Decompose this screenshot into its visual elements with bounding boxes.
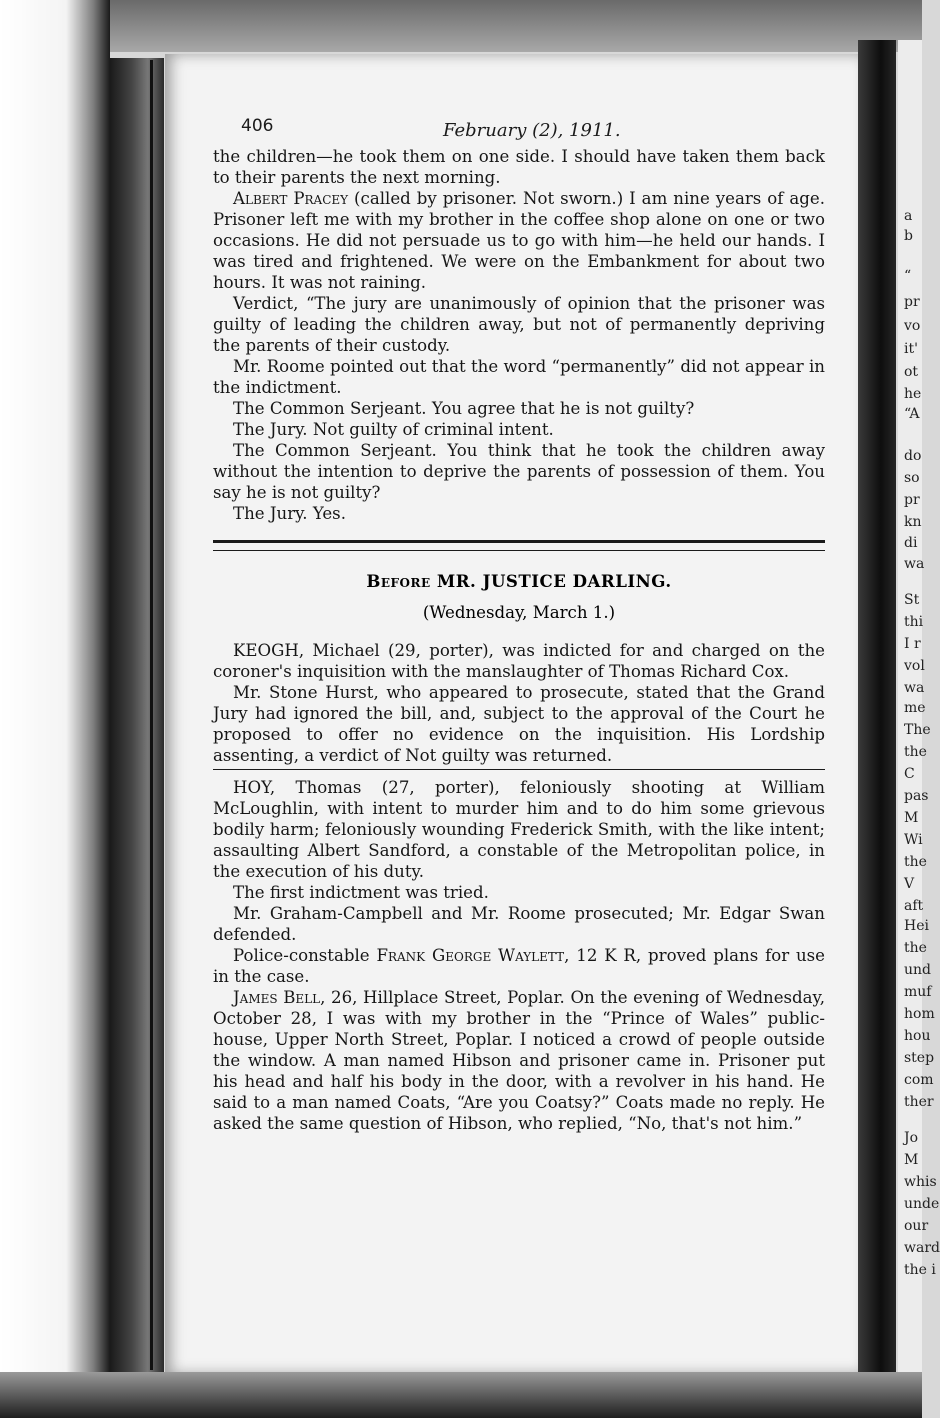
running-head [213, 116, 825, 146]
facing-page-fragment: M [904, 1152, 919, 1168]
facing-page-fragment: the [904, 854, 927, 870]
facing-page-fragment: Jo [904, 1130, 919, 1146]
facing-page-fragment: pr [904, 294, 920, 310]
scan-top-shadow [0, 0, 922, 52]
section-title [213, 571, 825, 591]
facing-page-fragment: whis [904, 1174, 937, 1190]
facing-page-fragment: Wi [904, 832, 923, 848]
facing-page-edge [898, 40, 940, 1380]
facing-page-fragment: com [904, 1072, 934, 1088]
facing-page-fragment: the i [904, 1262, 936, 1278]
paragraph-p8 [213, 503, 825, 524]
section-title-main: MR. JUSTICE DARLING. [430, 571, 672, 591]
facing-page-fragment: step [904, 1050, 935, 1066]
facing-page-fragment: b [904, 228, 913, 244]
facing-page-fragment: und [904, 962, 931, 978]
section-date: (Wednesday, March 1.) [422, 603, 616, 622]
book-page [165, 54, 860, 1374]
paragraph-p3 [213, 293, 825, 356]
page-number: 406 [241, 116, 274, 136]
facing-page-fragment: a [904, 208, 913, 224]
paragraph-text: Police-constable [233, 946, 377, 965]
facing-page-fragment: pas [904, 788, 929, 804]
facing-page-fragment: the [904, 940, 927, 956]
paragraph-h3 [213, 903, 825, 945]
paragraph-text: (called by prisoner. Not sworn.) I am nine years of age. Prisoner left me with my brother in the coffee shop alone on one or two occasions. He did not persuade us to go with him—he held our hands. I was tired and frightened. We were on the Embankment for about two hours. It was not raining. [213, 189, 825, 292]
scan-left-margin [0, 0, 110, 1418]
paragraph-text: The Common Serjeant. You think that he took the children away without the intention to deprive the parents of possession of them. You say he is not guilty? [213, 441, 825, 502]
paragraph-text: KEOGH, Michael (29, porter), was indicted for and charged on the coroner's inquisition with the manslaughter of Thomas Richard Cox. [213, 641, 825, 681]
facing-page-fragment: do [904, 448, 922, 464]
paragraph-h4 [213, 945, 825, 987]
facing-page-fragment: di [904, 535, 918, 551]
witness-name: Albert Pracey [233, 189, 349, 208]
paragraph-text: the children—he took them on one side. I should have taken them back to their parents the next morning. [213, 147, 825, 187]
facing-page-fragment: so [904, 470, 920, 486]
case-divider [213, 769, 825, 770]
keogh-case-block [213, 640, 825, 766]
paragraph-text: The Jury. Yes. [233, 504, 346, 523]
paragraph-text: HOY, Thomas (27, porter), feloniously shooting at William McLoughlin, with intent to murder him and to do him some grievous bodily harm; feloniously wounding Frederick Smith, with the like intent; assaulting Albert Sandford, a constable of the Metropolitan police, in the execution of his duty. [213, 778, 825, 881]
paragraph-text: Mr. Roome pointed out that the word “permanently” did not appear in the indictment. [213, 357, 825, 397]
facing-page-fragment: C [904, 766, 915, 782]
facing-page-fragment: aft [904, 898, 924, 914]
scan-bottom-shadow [0, 1372, 922, 1418]
facing-page-fragment: me [904, 700, 926, 716]
paragraph-text: Mr. Stone Hurst, who appeared to prosecute, stated that the Grand Jury had ignored the bill, and, subject to the approval of the Court he proposed to offer no evidence on the inquisition. His Lordship assenting, a verdict of Not guilty was returned. [213, 683, 825, 765]
facing-page-fragment: “ [904, 268, 912, 284]
facing-page-fragment: I r [904, 636, 921, 652]
section-title-prefix: Before [366, 571, 431, 591]
facing-page-fragment: St [904, 592, 920, 608]
paragraph-p2 [213, 188, 825, 293]
header-date: February (2), 1911. [443, 120, 621, 141]
page-text-block [213, 116, 825, 1134]
facing-page-fragment: our [904, 1218, 929, 1234]
facing-page-fragment: ward [904, 1240, 940, 1256]
facing-page-fragment: it' [904, 341, 918, 357]
facing-page-fragment: “A [904, 406, 920, 422]
paragraph-h1 [213, 777, 825, 882]
paragraph-p4 [213, 356, 825, 398]
paragraph-text: Verdict, “The jury are unanimously of opinion that the prisoner was guilty of leading the children away, but not of permanently depriving the parents of their custody. [213, 294, 825, 355]
facing-page-fragment: ther [904, 1094, 934, 1110]
witness-name: James Bell [233, 988, 321, 1007]
facing-page-fragment: The [904, 722, 931, 738]
paragraph-text: Mr. Graham-Campbell and Mr. Roome prosecuted; Mr. Edgar Swan defended. [213, 904, 825, 944]
paragraph-text: The first indictment was tried. [233, 883, 489, 902]
facing-page-fragment: wa [904, 556, 925, 572]
facing-page-fragment: muf [904, 984, 932, 1000]
facing-page-fragment: vol [904, 658, 925, 674]
paragraph-p1 [213, 146, 825, 188]
facing-page-fragment: ot [904, 364, 919, 380]
paragraph-h5 [213, 987, 825, 1134]
facing-page-fragment: kn [904, 514, 922, 530]
paragraph-p5 [213, 398, 825, 419]
spine-edge [150, 60, 153, 1370]
facing-page-fragment: wa [904, 680, 925, 696]
paragraph-text: The Jury. Not guilty of criminal intent. [233, 420, 554, 439]
paragraph-text: , 26, Hillplace Street, Poplar. On the evening of Wednesday, October 28, I was with my brother in the “Prince of Wales” public-house, Upper North Street, Poplar. I noticed a crowd of people outside the window. A man named Hibson and prisoner came in. Prisoner put his head and half his body in the door, with a revolver in his hand. He said to a man named Coats, “Are you Coatsy?” Coats made no reply. He asked the same question of Hibson, who replied, “No, that's not him.” [213, 988, 825, 1133]
book-spine [110, 58, 164, 1378]
facing-page-fragment: vo [904, 318, 921, 334]
facing-page-fragment: M [904, 810, 919, 826]
trial-conclusion-block [213, 146, 825, 524]
hoy-case-block [213, 777, 825, 1134]
paragraph-k2 [213, 682, 825, 766]
facing-page-fragment: V [904, 876, 915, 892]
facing-page-fragment: the [904, 744, 927, 760]
section-divider [213, 540, 825, 551]
facing-page-fragment: hou [904, 1028, 931, 1044]
paragraph-p6 [213, 419, 825, 440]
paragraph-k1 [213, 640, 825, 682]
witness-name: Frank George Waylett [376, 946, 565, 965]
gutter-shadow [858, 40, 896, 1380]
facing-page-fragment: he [904, 386, 922, 402]
facing-page-fragment: hom [904, 1006, 935, 1022]
facing-page-fragment: Hei [904, 918, 929, 934]
paragraph-h2 [213, 882, 825, 903]
facing-page-fragment: unde [904, 1196, 940, 1212]
facing-page-fragment: thi [904, 614, 924, 630]
paragraph-text: The Common Serjeant. You agree that he is not guilty? [233, 399, 695, 418]
paragraph-p7 [213, 440, 825, 503]
paragraph-text: , 12 K R, proved plans for use in the case. [213, 946, 826, 986]
facing-page-fragment: pr [904, 492, 920, 508]
